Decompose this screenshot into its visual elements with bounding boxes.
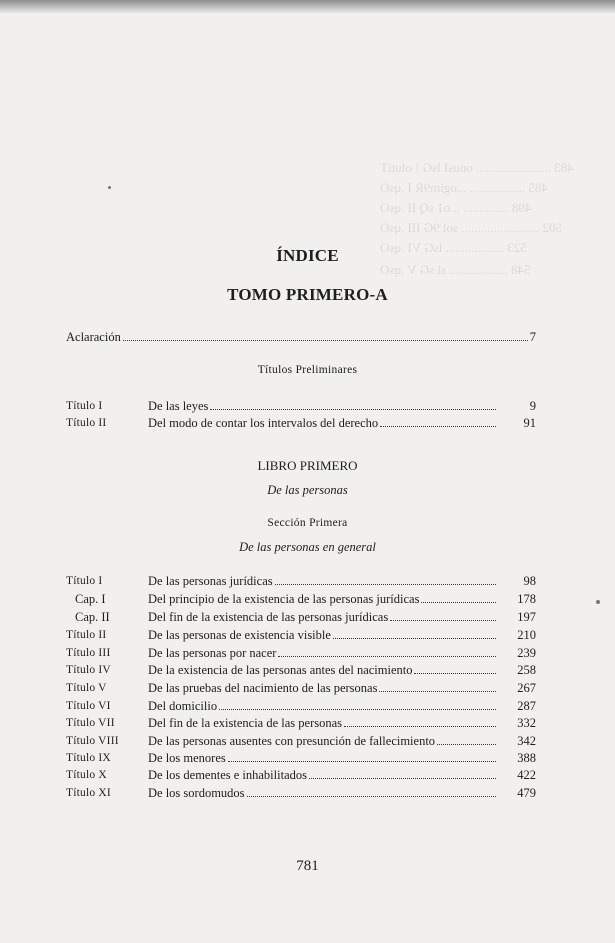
toc-entry: [148, 785, 498, 802]
toc-entry: [148, 609, 498, 626]
toc-label: Título III: [66, 647, 111, 659]
leader-dots: [228, 761, 496, 762]
toc-row[interactable]: [66, 733, 536, 750]
toc-page: 91: [523, 416, 536, 430]
toc-text: De las personas de existencia visible: [148, 628, 331, 642]
toc-label: Título V: [66, 682, 107, 694]
toc-row[interactable]: [66, 715, 536, 732]
toc-page: 287: [517, 699, 536, 713]
toc-page: 388: [517, 751, 536, 765]
leader-dots: [414, 673, 496, 674]
bleed-through-text: 485 ................. ...ogim9R I .qsO: [380, 180, 548, 195]
toc-text: Del fin de la existencia de las personas jurídicas: [148, 610, 389, 624]
toc-row[interactable]: [66, 698, 536, 715]
leader-dots: [219, 709, 496, 710]
toc-text: De las personas jurídicas: [148, 574, 273, 588]
toc-row[interactable]: [66, 785, 536, 802]
toc-row[interactable]: [66, 591, 536, 608]
toc-entry: [148, 415, 498, 432]
toc-label: Título I: [66, 400, 103, 412]
leader-dots: [278, 656, 496, 657]
index-title: ÍNDICE: [276, 246, 339, 265]
preface-label: Aclaración: [66, 330, 121, 344]
toc-row[interactable]: [66, 415, 536, 432]
toc-label: Título X: [66, 769, 107, 781]
toc-page: 422: [517, 768, 536, 782]
toc-page: 342: [517, 734, 536, 748]
toc-row[interactable]: [66, 680, 536, 697]
toc-text: Del modo de contar los intervalos del derecho: [148, 416, 379, 430]
toc-label: Título VIII: [66, 735, 119, 747]
bleed-through-text: 502 ........................ sol 9G III .qsO: [380, 220, 562, 235]
toc-label: Título I: [66, 575, 103, 587]
toc-page: 267: [517, 681, 536, 695]
toc-page: 258: [517, 663, 536, 677]
leader-dots: [333, 638, 496, 639]
toc-label: Título VII: [66, 717, 115, 729]
section-subtitle: De las personas en general: [239, 540, 376, 554]
toc-row[interactable]: [66, 627, 536, 644]
toc-page: 332: [517, 716, 536, 730]
toc-text: De las pruebas del nacimiento de las personas: [148, 681, 378, 695]
book-heading: LIBRO PRIMERO: [257, 458, 358, 473]
toc-text: De las personas ausentes con presunción de fallecimiento: [148, 734, 436, 748]
toc-page: 98: [523, 574, 536, 588]
toc-entry: [148, 662, 498, 679]
bleed-through-text: 483 ....................... onusI lsG ! olutiT: [380, 160, 574, 175]
toc-row[interactable]: [66, 662, 536, 679]
scan-edge: [0, 0, 615, 14]
toc-page: 239: [517, 646, 536, 660]
leader-dots: [421, 602, 496, 603]
toc-page: 479: [517, 786, 536, 800]
toc-label: Cap. I: [75, 592, 106, 606]
leader-dots: [344, 726, 496, 727]
toc-row[interactable]: [66, 609, 536, 626]
toc-entry: [148, 591, 498, 608]
toc-text: Del fin de la existencia de las personas: [148, 716, 343, 730]
toc-row[interactable]: [66, 398, 536, 415]
toc-entry: [148, 680, 498, 697]
preface-entry[interactable]: [66, 329, 536, 346]
toc-row[interactable]: [66, 645, 536, 662]
page-number: 781: [296, 858, 319, 874]
toc-page: 197: [517, 610, 536, 624]
volume-title: TOMO PRIMERO-A: [227, 285, 388, 304]
toc-text: De las personas por nacer: [148, 646, 277, 660]
toc-text: Del principio de la existencia de las personas jurídicas: [148, 592, 420, 606]
toc-entry: [148, 733, 498, 750]
toc-text: De los dementes e inhabilitados: [148, 768, 307, 782]
book-subtitle: De las personas: [267, 483, 348, 497]
toc-entry: [148, 750, 498, 767]
toc-page: 9: [529, 399, 536, 413]
leader-dots: [210, 409, 496, 410]
leader-dots: [123, 340, 528, 341]
leader-dots: [380, 426, 496, 427]
toc-text: De las leyes: [148, 399, 209, 413]
toc-text: De la existencia de las personas antes del nacimiento: [148, 663, 413, 677]
leader-dots: [379, 691, 496, 692]
toc-label: Título XI: [66, 787, 111, 799]
toc-entry: [148, 715, 498, 732]
scan-speck: [108, 186, 111, 189]
toc-entry: [148, 767, 498, 784]
toc-entry: [148, 573, 498, 590]
toc-label: Título VI: [66, 700, 111, 712]
toc-row[interactable]: [66, 573, 536, 590]
toc-label: Título IX: [66, 752, 111, 764]
toc-label: Título IV: [66, 664, 111, 676]
toc-row[interactable]: [66, 767, 536, 784]
bleed-through-text: 548 .................. sl sG V .qsO: [380, 262, 531, 277]
scan-speck: [596, 600, 600, 604]
leader-dots: [390, 620, 496, 621]
section-heading: Sección Primera: [267, 517, 348, 529]
toc-text: De los menores: [148, 751, 226, 765]
leader-dots: [275, 584, 496, 585]
toc-label: Título II: [66, 417, 107, 429]
leader-dots: [247, 796, 496, 797]
bleed-through-text: 498 .............. ...o1 sQ II .qsO: [380, 200, 532, 215]
leader-dots: [309, 778, 496, 779]
toc-row[interactable]: [66, 750, 536, 767]
leader-dots: [437, 744, 496, 745]
toc-entry: [148, 627, 498, 644]
toc-page: 178: [517, 592, 536, 606]
bleed-through-text: 523 .................. lsG VI .qsO: [380, 240, 527, 255]
toc-entry: [148, 645, 498, 662]
toc-entry: [148, 698, 498, 715]
toc-text: De los sordomudos: [148, 786, 245, 800]
toc-label: Título II: [66, 629, 107, 641]
preface-page: 7: [529, 330, 536, 344]
toc-page: 210: [517, 628, 536, 642]
toc-label: Cap. II: [75, 610, 110, 624]
toc-text: Del domicilio: [148, 699, 218, 713]
preliminares-heading: Títulos Preliminares: [257, 364, 358, 376]
toc-entry: [148, 398, 498, 415]
